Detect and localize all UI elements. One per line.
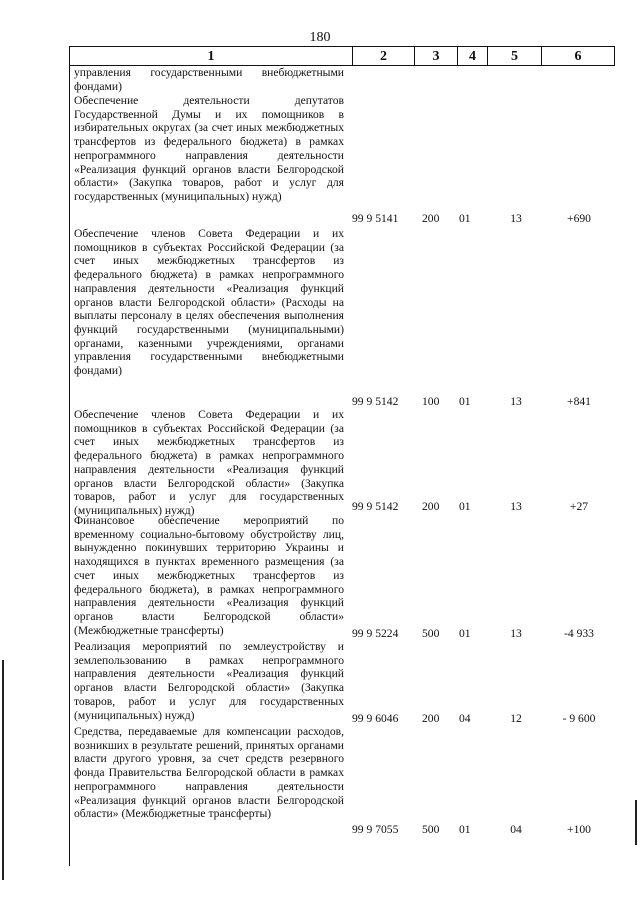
row-amount: +841 <box>567 395 591 408</box>
continuation-text: управления государственными внебюджетными фондами) <box>74 66 344 93</box>
row-section: 01 <box>459 823 471 836</box>
row-code: 99 9 5142 <box>352 395 399 408</box>
column-header-1: 1 <box>70 47 353 65</box>
row-expense-type: 500 <box>422 823 440 836</box>
column-header-4: 4 <box>458 47 488 65</box>
row-section: 01 <box>459 212 471 225</box>
row-code: 99 9 5224 <box>352 627 399 640</box>
row-subsection: 13 <box>510 627 522 640</box>
table-row <box>352 212 615 226</box>
table-row <box>352 395 615 409</box>
table-row <box>352 627 615 641</box>
column-header-6: 6 <box>574 49 582 64</box>
row-code: 99 9 7055 <box>352 823 399 836</box>
row-description: Средства, передаваемые для компенсации расходов, возникших в результате решений, принятых органами власти другого уровня, за счет средств резервного фонда Правительства Белгородской области в рамках непрограммного направления деятельности «Реализация функций органов власти Белгородской области» (Межбюджетные трансферты) <box>74 725 344 821</box>
row-expense-type: 100 <box>422 395 440 408</box>
row-description: Реализация мероприятий по землеустройству и землепользованию в рамках непрограммного направления деятельности «Реализация функций органов власти Белгородской области» (Закупка товаров, работ и услуг для государственных (муниципальных) нужд) <box>74 640 344 722</box>
row-expense-type: 200 <box>422 500 440 513</box>
row-description: Обеспечение членов Совета Федерации и их помощников в субъектах Российской Федерации (за счет иных межбюджетных трансфертов из федерального бюджета) в рамках непрограммного направления деятельности «Реализация функций органов власти Белгородской области» (Закупка товаров, работ и услуг для государственных (муниципальных) нужд) <box>74 408 344 517</box>
row-subsection: 13 <box>510 500 522 513</box>
column-header-2: 2 <box>353 47 415 65</box>
row-expense-type: 500 <box>422 627 440 640</box>
row-description: Финансовое обеспечение мероприятий по временному социально-бытовому обустройству лиц, вынужденно покинувших территорию Украины и находящихся в пунктах временного размещения (за счет иных межбюджетных трансфертов из федерального бюджета), в рамках непрограммного направления деятельности «Реализация функций органов власти Белгородской области» (Межбюджетные трансферты) <box>74 514 344 637</box>
row-amount: -4 933 <box>564 627 594 640</box>
row-amount: +100 <box>567 823 591 836</box>
row-subsection: 04 <box>510 823 522 836</box>
row-section: 01 <box>459 627 471 640</box>
page-number: 180 <box>309 30 331 45</box>
row-section: 01 <box>459 500 471 513</box>
row-expense-type: 200 <box>422 212 440 225</box>
row-subsection: 13 <box>510 212 522 225</box>
column-header-5: 5 <box>488 47 542 65</box>
row-code: 99 9 6046 <box>352 712 399 725</box>
row-expense-type: 200 <box>422 712 440 725</box>
row-section: 04 <box>459 712 471 725</box>
table-header-row <box>69 46 615 66</box>
row-code: 99 9 5141 <box>352 212 399 225</box>
row-amount: +690 <box>567 212 591 225</box>
row-subsection: 13 <box>510 395 522 408</box>
row-amount: - 9 600 <box>562 712 596 725</box>
row-subsection: 12 <box>510 712 522 725</box>
scan-edge-mark <box>635 800 637 845</box>
table-row <box>352 712 615 726</box>
row-description: Обеспечение деятельности депутатов Государственной Думы и их помощников в избирательных округах (за счет иных межбюджетных трансфертов из федерального бюджета) в рамках непрограммного направления деятельности «Реализация функций органов власти Белгородской области» (Закупка товаров, работ и услуг для государственных (муниципальных) нужд) <box>74 94 344 203</box>
row-code: 99 9 5142 <box>352 500 399 513</box>
table-row <box>352 823 615 837</box>
row-amount: +27 <box>569 500 589 513</box>
column-header-3: 3 <box>415 47 458 65</box>
table-left-border <box>69 66 70 866</box>
row-description: Обеспечение членов Совета Федерации и их помощников в субъектах Российской Федерации (за счет иных межбюджетных трансфертов из федерального бюджета) в рамках непрограммного направления деятельности «Реализация функций органов власти Белгородской области» (Расходы на выплаты персоналу в целях обеспечения выполнения функций государственными (муниципальными) органами, казенными учреждениями, органами управления государственными внебюджетными фондами) <box>74 227 344 378</box>
table-row <box>352 500 615 514</box>
row-section: 01 <box>459 395 471 408</box>
scan-edge-mark <box>2 660 4 880</box>
